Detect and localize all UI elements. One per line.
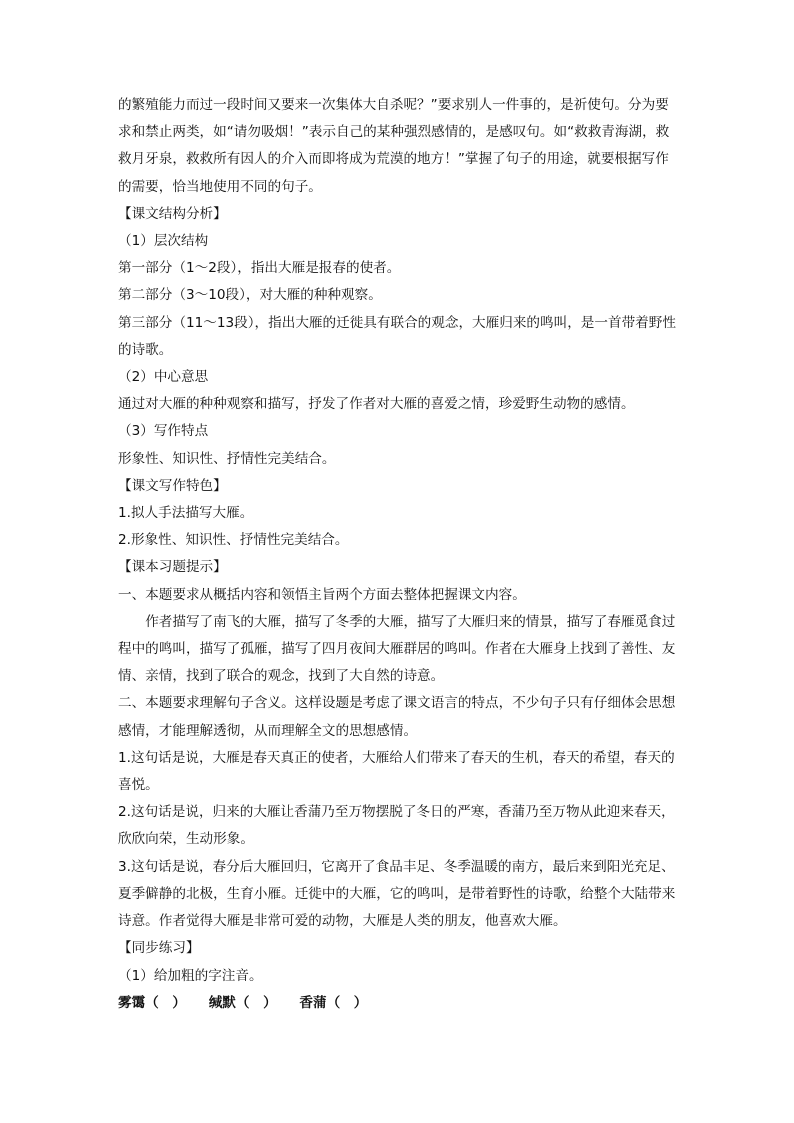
feature-2: 2.形象性、知识性、抒情性完美结合。 [118,532,349,549]
practice-1-title: （1）给加粗的字注音。 [118,967,263,984]
tip-2-item-1: 1.这句话是说，大雁是春天真正的使者，大雁给人们带来了春天的生机，春天的希望，春天的喜悦。 [118,749,675,794]
tip-1: 一、本题要求从概括内容和领悟主旨两个方面去整体把握课文内容。 [118,586,526,603]
feature-1: 1.拟人手法描写大雁。 [118,505,254,522]
blank-item[interactable]: 雾霭（ ） [118,994,186,1011]
central-idea-text: 通过对大雁的种种观察和描写，抒发了作者对大雁的喜爱之情，珍爱野生动物的感情。 [118,396,635,413]
tip-2: 二、本题要求理解句子含义。这样设题是考虑了课文语言的特点，不少句子只有仔细体会思想感情，才能理解透彻，从而理解全文的思想感情。 [118,695,676,739]
intro-paragraph: 的繁殖能力而过一段时间又要来一次集体大自杀呢？”要求别人一件事的，是祈使句。分为要求和禁止两类，如“请勿吸烟！”表示自己的某种强烈感情的，是感叹句。如“救救青海湖，救救月牙泉，救救所有因人的介入而即将成为荒漠的地方！”掌握了句子的用途，就要根据写作的需要，恰当地使用不同的句子。 [118,97,670,195]
heading-exercise-tips: 【课本习题提示】 [118,559,227,576]
section-3-title: （3）写作特点 [118,423,209,440]
pinyin-blanks [118,990,678,1017]
heading-practice: 【同步练习】 [118,940,200,957]
writing-feature-text: 形象性、知识性、抒情性完美结合。 [118,450,336,467]
part-3-text: 第三部分（11～13段），指出大雁的迁徙具有联合的观念，大雁归来的鸣叫，是一首带着野性的诗歌。 [118,314,676,358]
blank-item[interactable]: 缄默（ ） [208,994,277,1011]
section-2-title: （2）中心意思 [118,369,209,386]
tip-2-item-2: 2.这句话是说，归来的大雁让香蒲乃至万物摆脱了冬日的严寒，香蒲乃至万物从此迎来春天，欣欣向荣，生动形象。 [118,804,675,848]
tip-2-item-3: 3.这句话是说，春分后大雁回归，它离开了食品丰足、冬季温暖的南方，最后来到阳光充足、夏季僻静的北极，生育小雁。迁徙中的大雁，它的鸣叫，是带着野性的诗歌，给整个大陆带来诗意。作者觉得大雁是非常可爱的动物，大雁是人类的朋友，他喜欢大雁。 [118,858,676,930]
section-1-title: （1）层次结构 [118,233,209,250]
heading-structure-analysis: 【课文结构分析】 [118,205,227,222]
blank-item[interactable]: 香蒲（ ） [299,994,368,1011]
part-1-text: 第一部分（1～2段），指出大雁是报春的使者。 [118,260,401,277]
tip-1-detail: 作者描写了南飞的大雁，描写了冬季的大雁，描写了大雁归来的情景，描写了春雁觅食过程中的鸣叫，描写了孤雁，描写了四月夜间大雁群居的鸣叫。作者在大雁身上找到了善性、友情、亲情，找到了联合的观念，找到了大自然的诗意。 [118,613,676,685]
document-body [118,92,678,1017]
heading-writing-features: 【课文写作特色】 [118,477,227,494]
part-2-text: 第二部分（3～10段），对大雁的种种观察。 [118,287,382,304]
